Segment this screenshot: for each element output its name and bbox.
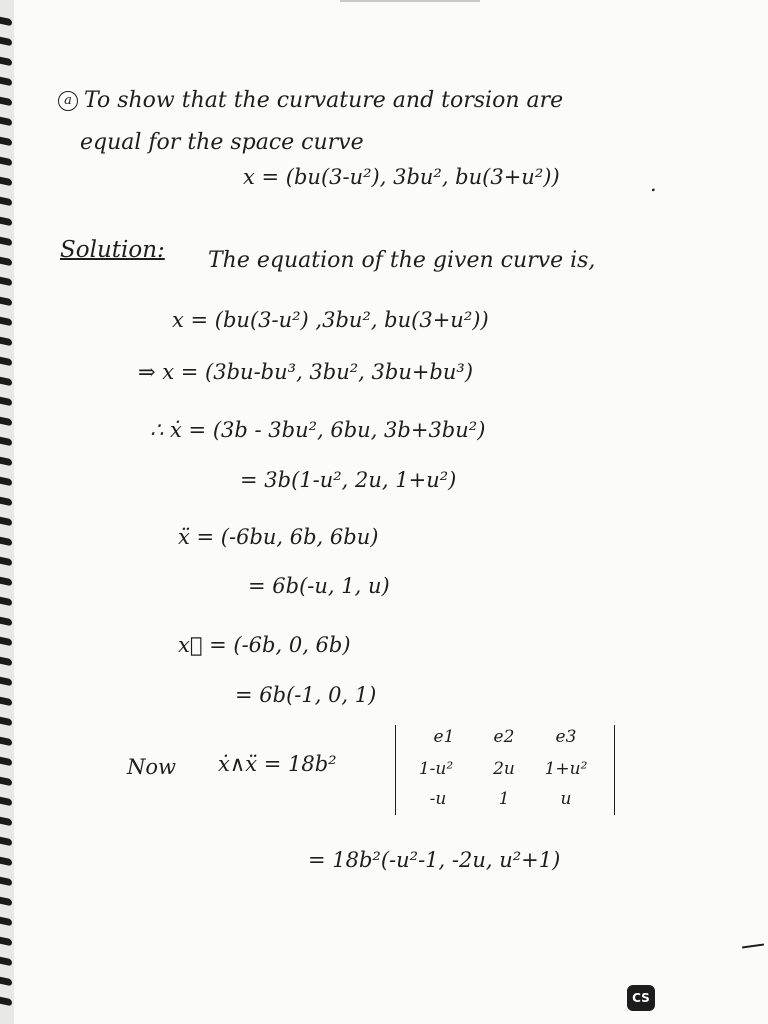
question-line-2: equal for the space curve — [80, 130, 364, 155]
binding-ring — [0, 397, 12, 407]
binding-ring — [0, 877, 12, 887]
binding-ring — [0, 717, 12, 727]
step-x-dot-factored: = 3b(1-u², 2u, 1+u²) — [240, 468, 457, 492]
binding-ring — [0, 537, 12, 547]
solution-intro: The equation of the given curve is, — [208, 248, 596, 273]
cross-product-lhs: ẋ∧ẍ = 18b² — [218, 752, 337, 776]
binding-ring — [0, 57, 12, 67]
binding-ring — [0, 497, 12, 507]
camscanner-logo: CS — [627, 985, 655, 1011]
cross-product-result: = 18b²(-u²-1, -2u, u²+1) — [308, 848, 561, 872]
binding-ring — [0, 957, 12, 967]
binding-ring — [0, 977, 12, 987]
corner-pen-mark — [742, 943, 764, 948]
binding-ring — [0, 157, 12, 167]
binding-ring — [0, 297, 12, 307]
binding-ring — [0, 817, 12, 827]
binding-ring — [0, 937, 12, 947]
equation-end-dot: . — [650, 172, 657, 196]
question-line-1 — [58, 88, 563, 113]
binding-ring — [0, 37, 12, 47]
binding-ring — [0, 597, 12, 607]
binding-ring — [0, 377, 12, 387]
question-text-1: To show that the curvature and torsion are — [84, 88, 564, 113]
binding-ring — [0, 657, 12, 667]
binding-ring — [0, 97, 12, 107]
binding-ring — [0, 677, 12, 687]
binding-ring — [0, 257, 12, 267]
binding-ring — [0, 417, 12, 427]
binding-ring — [0, 137, 12, 147]
binding-ring — [0, 517, 12, 527]
binding-ring — [0, 617, 12, 627]
binding-ring — [0, 997, 12, 1007]
det-r2c3: 1+u² — [544, 759, 588, 779]
step-x-dddot: x⃛ = (-6b, 0, 6b) — [178, 633, 351, 657]
binding-ring — [0, 757, 12, 767]
binding-ring — [0, 637, 12, 647]
step-x-dot: ∴ ẋ = (3b - 3bu², 6bu, 3b+3bu²) — [150, 418, 486, 442]
question-bullet: a — [58, 91, 78, 111]
binding-ring — [0, 437, 12, 447]
det-r3c3: u — [560, 789, 572, 809]
page-top-edge — [340, 0, 480, 2]
binding-ring — [0, 17, 12, 27]
binding-ring — [0, 917, 12, 927]
determinant-matrix — [395, 725, 615, 815]
binding-ring — [0, 277, 12, 287]
solution-label: Solution: — [60, 237, 165, 263]
det-r1c1: e1 — [433, 727, 455, 747]
binding-ring — [0, 557, 12, 567]
binding-ring — [0, 317, 12, 327]
det-r1c2: e2 — [493, 727, 515, 747]
step-x-expanded: ⇒ x = (3bu-bu³, 3bu², 3bu+bu³) — [138, 360, 474, 384]
binding-ring — [0, 697, 12, 707]
binding-ring — [0, 117, 12, 127]
binding-ring — [0, 177, 12, 187]
binding-ring — [0, 237, 12, 247]
binding-ring — [0, 797, 12, 807]
binding-ring — [0, 857, 12, 867]
spiral-binding — [0, 0, 14, 1024]
binding-ring — [0, 357, 12, 367]
det-r3c2: 1 — [498, 789, 510, 809]
binding-ring — [0, 457, 12, 467]
det-r2c1: 1-u² — [418, 759, 454, 779]
curve-equation: x = (bu(3-u²), 3bu², bu(3+u²)) — [243, 165, 560, 189]
binding-ring — [0, 837, 12, 847]
binding-ring — [0, 77, 12, 87]
binding-ring — [0, 217, 12, 227]
binding-ring — [0, 337, 12, 347]
binding-ring — [0, 897, 12, 907]
det-r2c2: 2u — [493, 759, 515, 779]
binding-ring — [0, 477, 12, 487]
step-x-original: x = (bu(3-u²) ,3bu², bu(3+u²)) — [172, 308, 489, 332]
binding-ring — [0, 737, 12, 747]
det-r1c3: e3 — [555, 727, 577, 747]
binding-ring — [0, 777, 12, 787]
step-x-ddot: ẍ = (-6bu, 6b, 6bu) — [178, 525, 379, 549]
binding-ring — [0, 197, 12, 207]
binding-ring — [0, 577, 12, 587]
det-r3c1: -u — [429, 789, 447, 809]
now-label: Now — [127, 755, 176, 779]
step-x-ddot-factored: = 6b(-u, 1, u) — [248, 574, 390, 598]
step-x-dddot-factored: = 6b(-1, 0, 1) — [235, 683, 377, 707]
